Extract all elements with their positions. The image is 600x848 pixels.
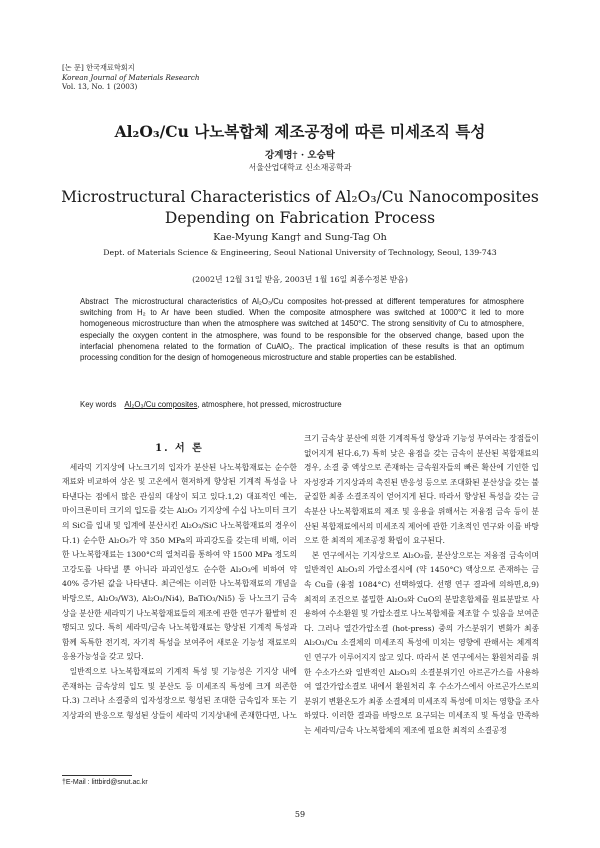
right-column <box>304 432 539 738</box>
journal-header <box>62 63 200 92</box>
title-english <box>0 187 600 229</box>
left-column <box>62 442 297 723</box>
footnote-email: †E-Mail : littbird@snut.ac.kr <box>62 779 148 786</box>
title-english-line2: Depending on Fabrication Process <box>164 209 436 227</box>
section-heading: 1. 서 론 <box>155 443 204 454</box>
body-paragraph: 본 연구에서는 기지상으로 Al₂O₃를, 분산상으로는 저융점 금속이며 일반적인 Al₂O₃의 가압소결시에 (약 1450°C) 액상으로 존재하는 금속 Cu를 (융점 1084°C) 선택하였다. 선행 연구 결과에 의하면,8,9) 최적의 조건으로 볼밀한 Al₂O₃와 CuO의 분말혼합체를 원료분말로 사용하여 수소환원 및 가압소결로 나노복합체를 제조할 수 있음을 보여준다. 그러나 열간가압소결 (hot-press) 중의 가스분위기 변화가 최종 Al₂O₃/Cu 소결체의 미세조직 특성에 미치는 영향에 관해서는 체계적인 연구가 이루어지지 않고 있다. 따라서 본 연구에서는 환원처리를 위한 수소가스와 일반적인 Al₂O₃의 소결분위기인 아르곤가스를 사용하여 열간가압소결로 내에서 환원처리 후 수소가스에서 아르곤가스로의 분위기 변환온도가 최종 소결체의 미세조직 특성에 미치는 영향을 조사하였다. 이러한 결과를 바탕으로 요구되는 미세조직 및 특성을 만족하는 세라믹/금속 나노복합체의 제조에 필요한 최적의 소결공정 <box>304 550 539 735</box>
keywords <box>80 400 524 409</box>
page-number: 59 <box>294 810 306 819</box>
body-paragraph: 크기 금속상 분산에 의한 기계적특성 향상과 기능성 부여라는 장점들이 없어지게 된다.6,7) 특히 낮은 융점을 갖는 금속이 분산된 복합재료의 경우, 소결 중 액상으로 존재하는 금속원자들의 빠른 확산에 기인한 입자성장과 기지상과의 촉진된 반응성 등으로 조대화된 분산상을 갖는 불균질한 최종 소결조직이 얻어지게 된다. 따라서 향상된 특성을 갖는 금속분산 나노복합재료의 제조 및 응용을 위해서는 저융점 금속 등이 분산된 복합재료에서의 미세조직 제어에 관한 기초적인 연구와 이를 바탕으로 한 최적의 제조공정 확립이 요구된다. <box>304 434 539 546</box>
affiliation-english: Dept. of Materials Science & Engineering, Seoul National University of Technology, Seoul, 139-743 <box>103 248 497 257</box>
journal-name-ko: [논 문] 한국재료학회지 <box>62 63 135 72</box>
affiliation-korean: 서울산업대학교 신소재공학과 <box>248 163 352 172</box>
abstract <box>80 296 524 363</box>
title-korean: Al₂O₃/Cu 나노복합체 제조공정에 따른 미세조직 특성 <box>114 122 486 141</box>
abstract-label: Abstract <box>80 297 109 306</box>
abstract-text: The microstructural characteristics of Al₂O₃/Cu composites hot-pressed at different temperatures for atmosphere switching from H₂ to Ar have been studied. When the composite atmosphere was switched at 1000°C it led to more homogeneous microstructure than when the atmosphere was switched at 1450°C. The strong sensitivity of Cu to atmosphere, especially the oxygen content in the atmosphere, was found to be responsible for the observed change, based upon the interfacial phenomena related to the formation of CuAlO₂. The practical implication of these results is that an optimum processing condition for the design of homogeneous microstructure and stable properties can be established. <box>80 297 524 363</box>
body-paragraph: 세라믹 기지상에 나노크기의 입자가 분산된 나노복합재료는 순수한 재료와 비교하여 상온 및 고온에서 현저하게 향상된 기계적 특성을 나타낸다는 점에서 많은 관심의 대상이 되고 있다.1,2) 대표적인 예는, 마이크론미터 크기의 입도를 갖는 Al₂O₃ 기지상에 수십 나노미터 크기의 SiC를 입내 및 입계에 분산시킨 Al₂O₃/SiC 나노복합재료의 경우이다.1) 순수한 Al₂O₃가 약 350 MPa의 파괴강도를 갖는데 비해, 이러한 나노복합재료는 1300°C의 열처리를 통하여 약 1500 MPa 정도의 고강도를 나타낼 뿐 아니라 파괴인성도 순수한 Al₂O₃에 비하여 약 40% 증가된 값을 나타낸다. 최근에는 이러한 나노복합재료의 개념을 바탕으로, Al₂O₃/W3), Al₂O₃/Ni4), BaTiO₃/Ni5) 등 나노크기 금속상을 분산한 세라믹기 나노복합재료들의 제조에 관한 연구가 활발히 진행되고 있다. 특히 세라믹/금속 나노복합재료는 향상된 기계적 특성과 함께 독특한 전기적, 자기적 특성을 보여주어 새로운 기능성 재료로의 응용가능성을 갖고 있다. <box>62 462 297 662</box>
footnote-divider <box>62 775 132 776</box>
keywords-label: Key words <box>80 400 117 409</box>
body-paragraph: 일반적으로 나노복합재료의 기계적 특성 및 기능성은 기지상 내에 존재하는 금속상의 입도 및 분산도 등 미세조직 특성에 크게 의존한다.3) 그러나 소결중의 입자성장으로 형성된 조대한 금속입자 또는 기지상과의 반응으로 형성된 상들이 세라믹 기지상내에 존재한다면, 나노 <box>62 666 297 720</box>
journal-volume: Vol. 13, No. 1 (2003) <box>62 82 138 92</box>
authors-korean: 강계명† · 오승탁 <box>265 150 335 161</box>
received-dates: (2002년 12월 31일 받음, 2003년 1월 16일 최종수정본 받음) <box>192 275 408 284</box>
authors-english: Kae-Myung Kang† and Sung-Tag Oh <box>213 232 387 243</box>
title-english-line1: Microstructural Characteristics of Al₂O₃/Cu Nanocomposites <box>61 188 539 206</box>
keywords-rest: , atmosphere, hot pressed, microstructure <box>197 400 342 409</box>
journal-name-en: Korean Journal of Materials Research <box>62 72 200 82</box>
keyword-first: Al₂O₃/Cu composites <box>124 400 198 409</box>
